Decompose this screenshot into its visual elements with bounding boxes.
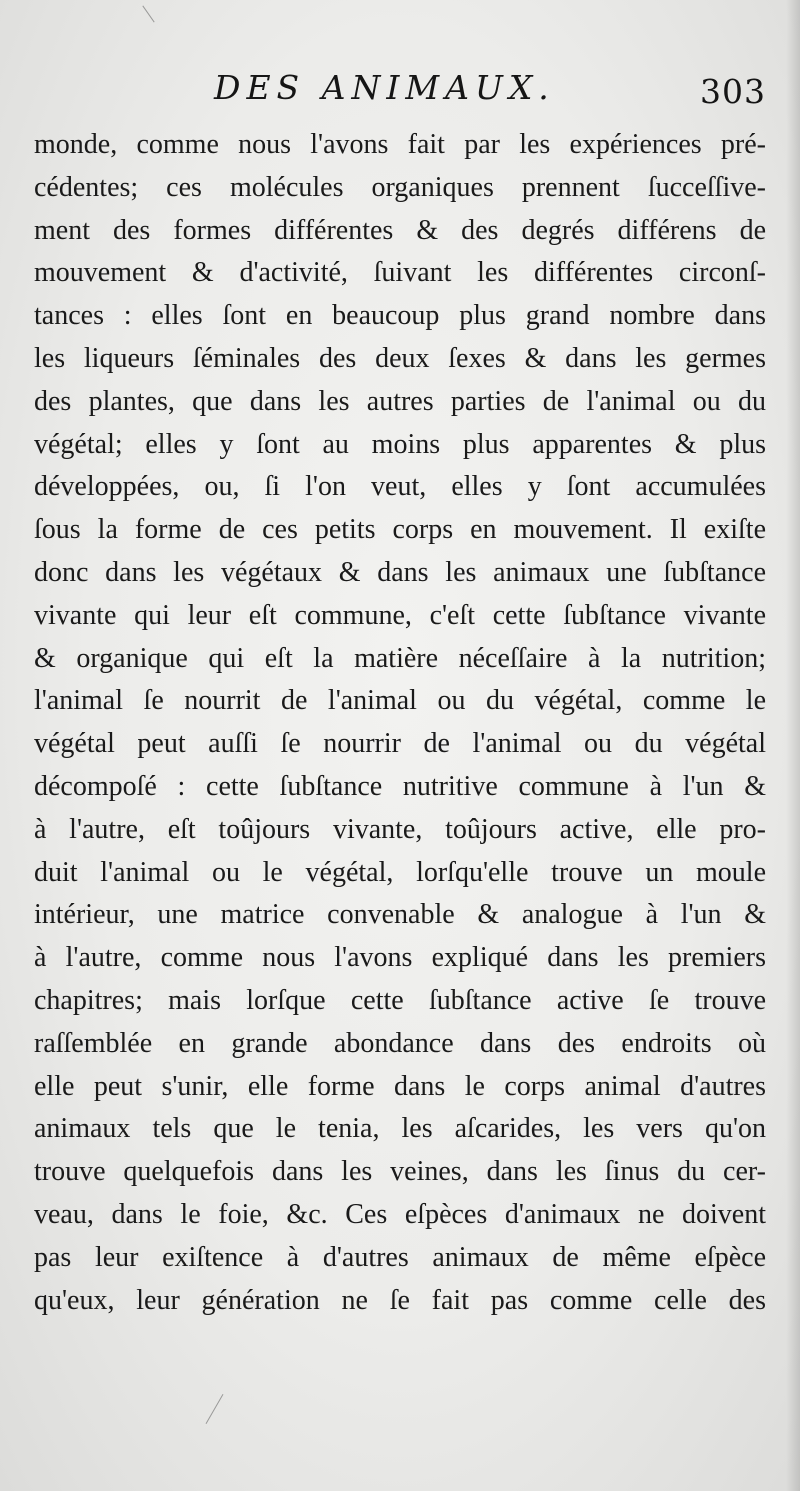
text-line: tances : elles ſont en beaucoup plus grand nombre dans [34, 300, 766, 332]
text-line: monde, comme nous l'avons fait par les expériences pré- [34, 129, 766, 160]
running-head [34, 62, 766, 122]
text-line: cédentes; ces molécules organiques prennent ſucceſſive- [34, 171, 766, 203]
text-line: mouvement & d'activité, ſuivant les différentes circonſ- [34, 257, 766, 289]
text-line: intérieur, une matrice convenable & analogue à l'un & [34, 899, 766, 931]
text-line: & organique qui eſt la matière néceſſaire à la nutrition; [34, 642, 766, 674]
text-line: trouve quelquefois dans les veines, dans les ſinus du cer- [34, 1156, 766, 1188]
text-line: des plantes, que dans les autres parties de l'animal ou du [34, 385, 766, 417]
text-line: qu'eux, leur génération ne ſe fait pas comme celle des [34, 1284, 766, 1316]
text-line: végétal; elles y ſont au moins plus apparentes & plus [34, 428, 766, 460]
text-line: ment des formes différentes & des degrés différens de [34, 214, 766, 246]
page-number: 303 [700, 72, 766, 111]
text-line: à l'autre, eſt toûjours vivante, toûjours active, elle pro- [34, 813, 766, 845]
text-line: elle peut s'unir, elle forme dans le corps animal d'autres [34, 1070, 766, 1102]
text-line: les liqueurs ſéminales des deux ſexes & dans les germes [34, 342, 766, 374]
running-title: DES ANIMAUX. [214, 68, 555, 107]
paper-scratch-mark [142, 6, 154, 23]
text-line: pas leur exiſtence à d'autres animaux de même eſpèce [34, 1241, 766, 1273]
text-line: animaux tels que le tenia, les aſcarides, les vers qu'on [34, 1113, 766, 1145]
text-line: décompoſé : cette ſubſtance nutritive commune à l'un & [34, 770, 766, 802]
text-line: végétal peut auſſi ſe nourrir de l'animal ou du végétal [34, 728, 766, 760]
text-line: chapitres; mais lorſque cette ſubſtance active ſe trouve [34, 984, 766, 1016]
text-line: duit l'animal ou le végétal, lorſqu'elle trouve un moule [34, 856, 766, 888]
paper-scratch-mark [206, 1394, 224, 1424]
text-line: donc dans les végétaux & dans les animaux une ſubſtance [34, 556, 766, 588]
text-line: à l'autre, comme nous l'avons expliqué dans les premiers [34, 942, 766, 974]
text-line: l'animal ſe nourrit de l'animal ou du végétal, comme le [34, 685, 766, 717]
text-line: raſſemblée en grande abondance dans des endroits où [34, 1027, 766, 1059]
text-line: vivante qui leur eſt commune, c'eſt cette ſubſtance vivante [34, 599, 766, 631]
text-line: développées, ou, ſi l'on veut, elles y ſont accumulées [34, 471, 766, 503]
text-line: ſous la forme de ces petits corps en mouvement. Il exiſte [34, 514, 766, 546]
text-line: veau, dans le foie, &c. Ces eſpèces d'animaux ne doivent [34, 1198, 766, 1230]
body-text [34, 124, 766, 1322]
page-edge-shadow [786, 0, 800, 1491]
